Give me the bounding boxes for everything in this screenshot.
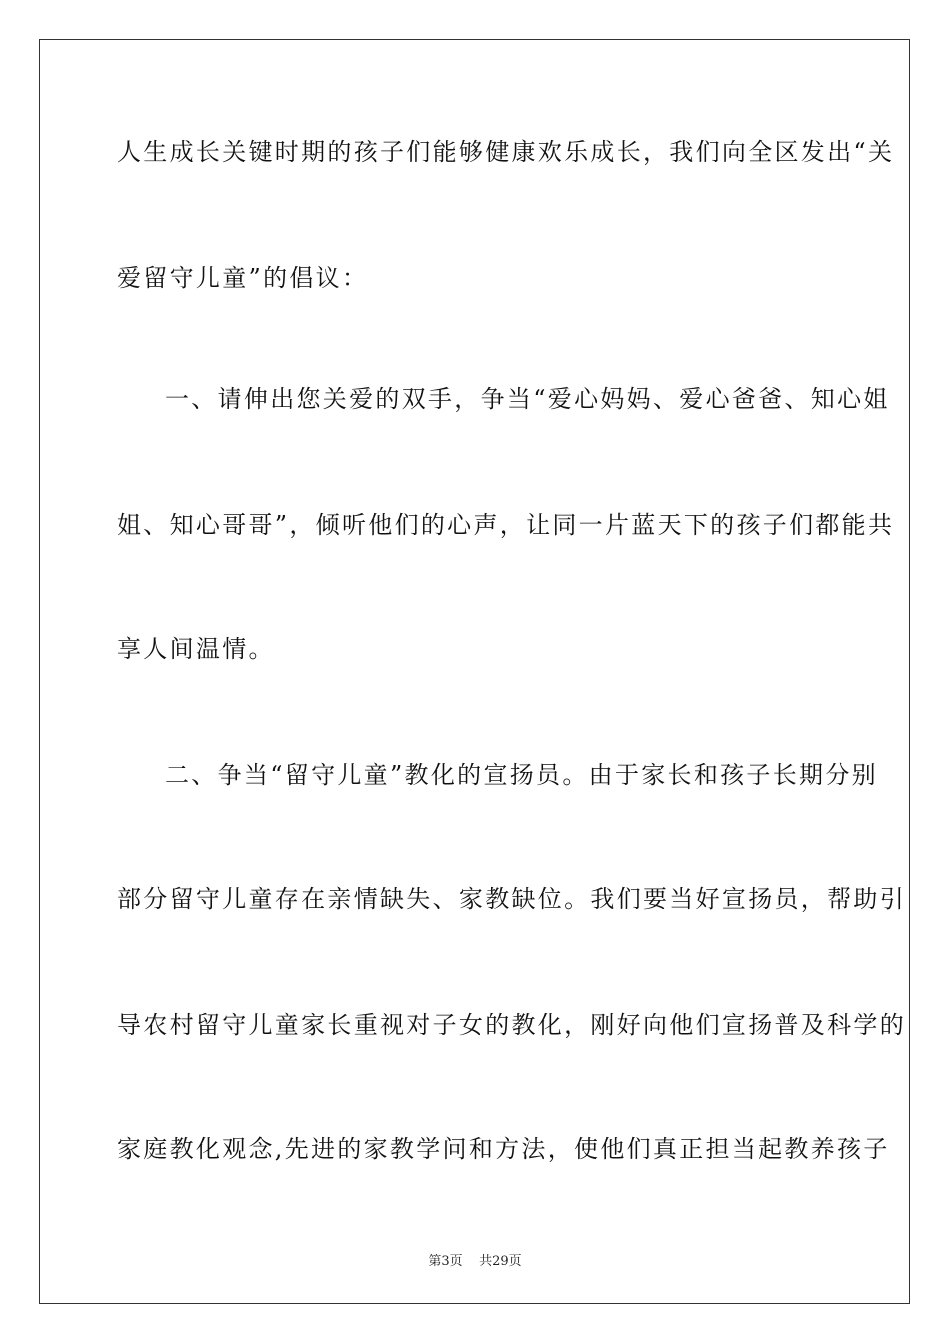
page-footer	[0, 1250, 950, 1269]
page-number: 第3页	[428, 1254, 463, 1269]
page-total: 共29页	[479, 1254, 522, 1269]
text-line: 姐、知心哥哥”，倾听他们的心声，让同一片蓝天下的孩子们都能共	[117, 511, 895, 539]
text-line: 人生成长关键时期的孩子们能够健康欢乐成长，我们向全区发出“关	[117, 138, 895, 166]
text-line: 部分留守儿童存在亲情缺失、家教缺位。我们要当好宣扬员，帮助引	[117, 885, 906, 913]
text-line: 导农村留守儿童家长重视对子女的教化，刚好向他们宣扬普及科学的	[117, 1011, 906, 1039]
text-line: 家庭教化观念,先进的家教学问和方法，使他们真正担当起教养孩子	[117, 1135, 890, 1163]
paragraph-1-first-line: 一、请伸出您关爱的双手，争当“爱心妈妈、爱心爸爸、知心姐	[165, 385, 890, 413]
paragraph-2-first-line: 二、争当“留守儿童”教化的宣扬员。由于家长和孩子长期分别	[165, 761, 878, 789]
text-line: 享人间温情。	[117, 635, 275, 663]
page-border	[39, 39, 910, 1304]
text-line: 爱留守儿童”的倡议：	[117, 264, 369, 292]
